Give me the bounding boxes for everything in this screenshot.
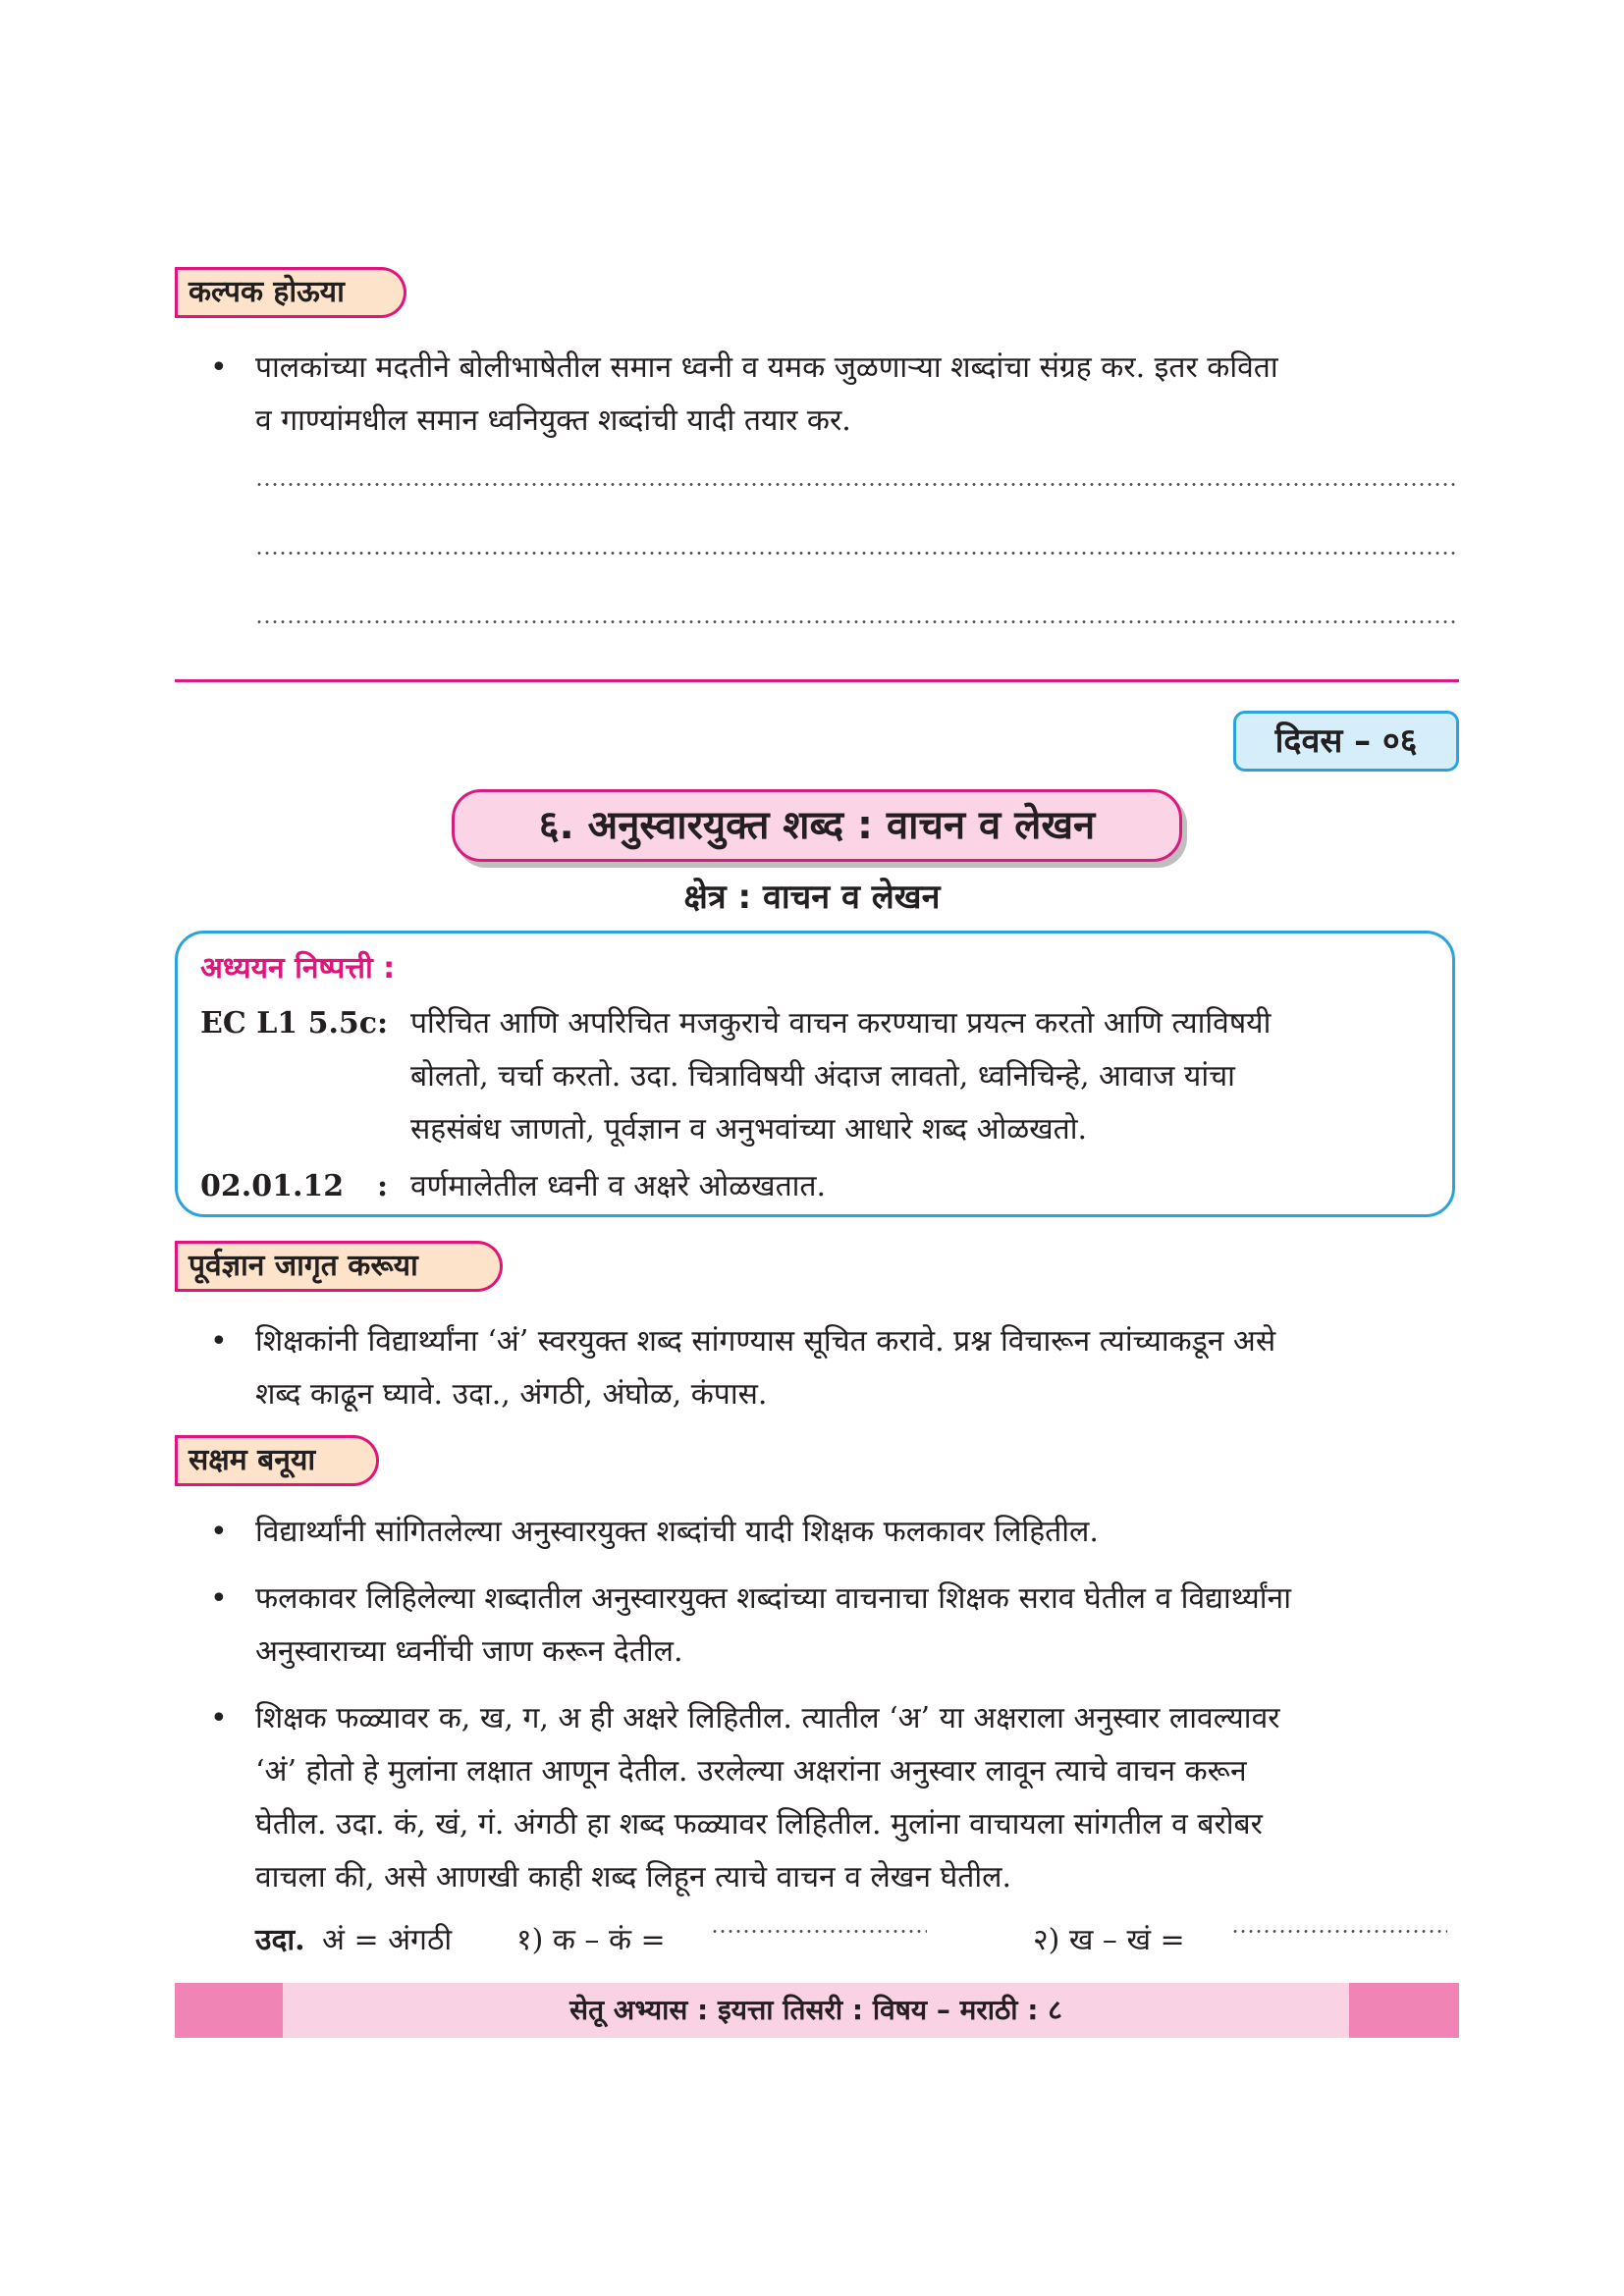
purvadnyan-line-1: शिक्षकांनी विद्यार्थ्यांना ‘अं’ स्वरयुक्त शब्द सांगण्यास सूचित करावे. प्रश्न विचारून त्यांच्याकडून असे	[255, 1324, 1276, 1359]
answer-line-3[interactable]	[255, 620, 1459, 623]
outcome-colon-1: :	[377, 1006, 389, 1041]
section-tag-purvadnyan: पूर्वज्ञान जागृत करूया	[175, 1241, 503, 1292]
bullet-icon: •	[210, 1581, 228, 1616]
page-footer: सेतू अभ्यास : इयत्ता तिसरी : विषय – मराठी : ८	[283, 1983, 1349, 2038]
lesson-title: ६. अनुस्वारयुक्त शब्द : वाचन व लेखन	[452, 789, 1182, 862]
section-divider	[175, 679, 1459, 682]
outcome-1-line-2: बोलतो, चर्चा करतो. उदा. चित्राविषयी अंदाज लावतो, ध्वनिचिन्हे, आवाज यांचा	[410, 1059, 1235, 1094]
section-tag-kalpak: कल्पक होऊया	[175, 267, 406, 318]
answer-line-2[interactable]	[255, 552, 1459, 555]
saksham-bullet-3-line-2: ‘अं’ होतो हे मुलांना लक्षात आणून देतील. उरलेल्या अक्षरांना अनुस्वार लावून त्याचे वाचन करून	[255, 1754, 1247, 1789]
domain-line: क्षेत्र : वाचन व लेखन	[683, 878, 941, 917]
example-item-1: १) क – कं =	[516, 1923, 666, 1957]
kalpak-line-2: व गाण्यांमधील समान ध्वनियुक्त शब्दांची यादी तयार कर.	[255, 403, 851, 438]
day-badge: दिवस – ०६	[1233, 711, 1459, 772]
footer-left-bar	[175, 1983, 283, 2038]
purvadnyan-line-2: शब्द काढून घ्यावे. उदा., अंगठी, अंघोळ, कंपास.	[255, 1377, 768, 1412]
saksham-bullet-1-line-1: विद्यार्थ्यांनी सांगितलेल्या अनुस्वारयुक्त शब्दांची यादी शिक्षक फलकावर लिहितील.	[255, 1515, 1099, 1549]
saksham-bullet-2-line-1: फलकावर लिहिलेल्या शब्दातील अनुस्वारयुक्त शब्दांच्या वाचनाचा शिक्षक सराव घेतील व विद्यार्थ्यांना	[255, 1581, 1291, 1616]
saksham-bullet-3-line-3: घेतील. उदा. कं, खं, गं. अंगठी हा शब्द फळ्यावर लिहितील. मुलांना वाचायला सांगतील व बरोबर	[255, 1807, 1263, 1842]
outcome-2-line-1: वर्णमालेतील ध्वनी व अक्षरे ओळखतात.	[410, 1169, 827, 1203]
section-tag-saksham: सक्षम बनूया	[175, 1435, 379, 1486]
outcome-1-line-1: परिचित आणि अपरिचित मजकुराचे वाचन करण्याचा प्रयत्न करतो आणि त्याविषयी	[410, 1006, 1272, 1041]
footer-right-bar	[1349, 1983, 1459, 2038]
saksham-bullet-3-line-1: शिक्षक फळ्यावर क, ख, ग, अ ही अक्षरे लिहितील. त्यातील ‘अ’ या अक्षराला अनुस्वार लावल्यावर	[255, 1701, 1280, 1735]
example-blank-1[interactable]	[711, 1930, 927, 1933]
bullet-icon: •	[210, 350, 228, 385]
outcomes-heading: अध्ययन निष्पत्ती :	[200, 951, 396, 986]
bullet-icon: •	[210, 1515, 228, 1549]
saksham-bullet-2-line-2: अनुस्वाराच्या ध्वनींची जाण करून देतील.	[255, 1634, 683, 1669]
example-label: उदा.	[255, 1923, 305, 1957]
outcome-colon-2: :	[377, 1169, 389, 1203]
bullet-icon: •	[210, 1701, 228, 1735]
outcome-code-1: EC L1 5.5c	[200, 1006, 378, 1041]
example-blank-2[interactable]	[1231, 1930, 1447, 1933]
bullet-icon: •	[210, 1324, 228, 1359]
kalpak-line-1: पालकांच्या मदतीने बोलीभाषेतील समान ध्वनी व यमक जुळणाऱ्या शब्दांचा संग्रह कर. इतर कविता	[255, 350, 1278, 385]
example-item-2: २) ख – खं =	[1033, 1923, 1185, 1957]
example-base: अं = अंगठी	[322, 1923, 453, 1957]
outcome-code-2: 02.01.12	[200, 1169, 345, 1203]
outcome-1-line-3: सहसंबंध जाणतो, पूर्वज्ञान व अनुभवांच्या आधारे शब्द ओळखतो.	[410, 1112, 1088, 1147]
answer-line-1[interactable]	[255, 483, 1459, 486]
saksham-bullet-3-line-4: वाचला की, असे आणखी काही शब्द लिहून त्याचे वाचन व लेखन घेतील.	[255, 1860, 1011, 1895]
